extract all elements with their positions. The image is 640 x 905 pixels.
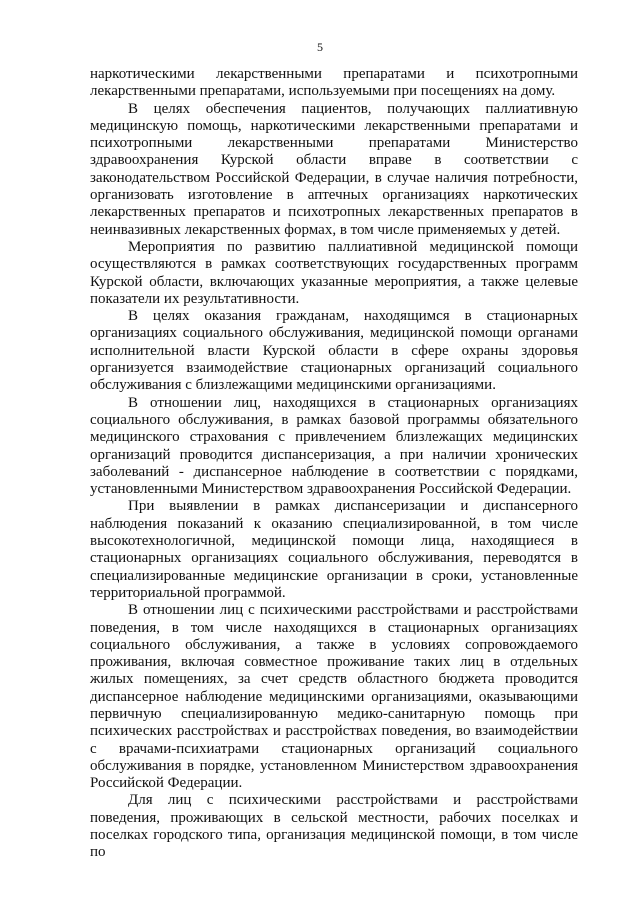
paragraph-continuation: наркотическими лекарственными препаратами и психотропными лекарственными препаратами, используемыми при посещениях на дому.: [90, 66, 578, 100]
paragraph: Мероприятия по развитию паллиативной медицинской помощи осуществляются в рамках соответствующих государственных программ Курской области, включающих указанные мероприятия, а также целевые показатели их результативности.: [90, 238, 578, 307]
paragraph: При выявлении в рамках диспансеризации и диспансерного наблюдения показаний к оказанию специализированной, в том числе высокотехнологичной, медицинской помощи лица, находящиеся в стационарных организациях социального обслуживания, переводятся в специализированные медицинские организации в сроки, установленные территориальной программой.: [90, 498, 578, 601]
paragraph: В целях оказания гражданам, находящимся в стационарных организациях социального обслуживания, медицинской помощи органами исполнительной власти Курской области в сфере охраны здоровья организуется взаимодействие стационарных организаций социального обслуживания с близлежащими медицинскими организациями.: [90, 308, 578, 394]
page-number: 5: [317, 40, 323, 54]
paragraph: В отношении лиц с психическими расстройствами и расстройствами поведения, в том числе находящихся в стационарных организациях социального обслуживания, а также в условиях сопровождаемого проживания, включая совместное проживание таких лиц в отдельных жилых помещениях, за счет средств областного бюджета проводится диспансерное наблюдение медицинскими организациями, оказывающими первичную специализированную медико-санитарную помощь при психических расстройствах и расстройствах поведения, во взаимодействии с врачами-психиатрами стационарных организаций социального обслуживания в порядке, установленном Министерством здравоохранения Российской Федерации.: [90, 602, 578, 792]
paragraph: Для лиц с психическими расстройствами и расстройствами поведения, проживающих в сельской местности, рабочих поселках и поселках городского типа, организация медицинской помощи, в том числе по: [90, 792, 578, 861]
paragraph: В целях обеспечения пациентов, получающих паллиативную медицинскую помощь, наркотическими лекарственными препаратами и психотропными лекарственными препаратами Министерство здравоохранения Курской области вправе в соответствии с законодательством Российской Федерации, в случае наличия потребности, организовать изготовление в аптечных организациях наркотических лекарственных препаратов и психотропных лекарственных препаратов в неинвазивных лекарственных формах, в том числе применяемых у детей.: [90, 100, 578, 238]
document-body: [90, 66, 578, 862]
paragraph: В отношении лиц, находящихся в стационарных организациях социального обслуживания, в рамках базовой программы обязательного медицинского страхования с привлечением близлежащих медицинских организаций проводится диспансеризация, а при наличии хронических заболеваний - диспансерное наблюдение в соответствии с порядками, установленными Министерством здравоохранения Российской Федерации.: [90, 394, 578, 498]
